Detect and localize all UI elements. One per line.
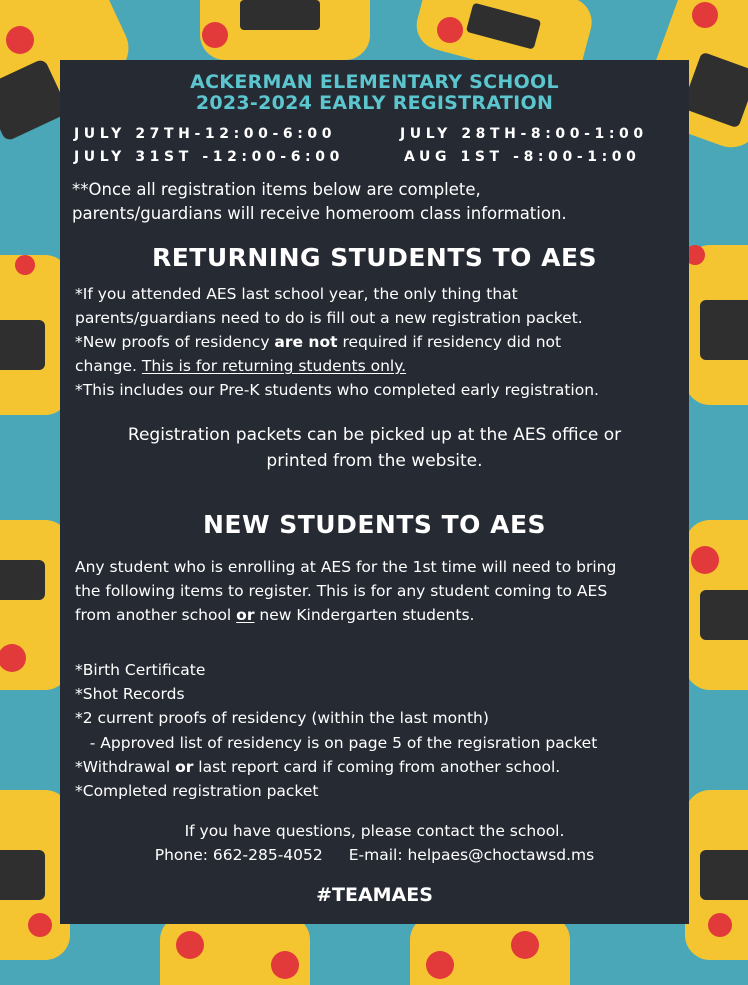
- bus-icon: [200, 0, 370, 60]
- item-withdrawal-end: last report card if coming from another school.: [193, 758, 561, 776]
- contact-details: [60, 843, 689, 868]
- returning-line-1: *If you attended AES last school year, the only thing that: [75, 285, 518, 303]
- returning-heading: RETURNING STUDENTS TO AES: [151, 243, 598, 272]
- registration-title: 2023-2024 EARLY REGISTRATION: [195, 92, 554, 114]
- bus-icon: [160, 915, 310, 985]
- hashtag: #TEAMAES: [316, 884, 433, 906]
- emphasis-are-not: are not: [274, 333, 338, 351]
- contact-line: If you have questions, please contact the school.: [184, 822, 565, 840]
- new-line-1: Any student who is enrolling at AES for the 1st time will need to bring: [75, 558, 617, 576]
- new-line-3-start: from another school: [75, 606, 237, 624]
- item-proofs-of-residency: *2 current proofs of residency (within the last month): [75, 709, 489, 727]
- emphasis-or: or: [236, 606, 255, 624]
- item-birth-certificate: *Birth Certificate: [75, 661, 206, 679]
- returning-line-3-end: required if residency did not: [337, 333, 562, 351]
- returning-line-5: *This includes our Pre-K students who completed early registration.: [75, 381, 599, 399]
- bus-icon: [685, 790, 748, 960]
- returning-line-3-start: *New proofs of residency: [75, 333, 275, 351]
- emphasis-or-2: or: [175, 758, 194, 776]
- new-line-3: [75, 603, 474, 628]
- item-withdrawal-start: *Withdrawal: [75, 758, 176, 776]
- bus-icon: [410, 915, 570, 985]
- item-withdrawal: [75, 755, 560, 780]
- date-july-28: JULY 28TH-8:00-1:00: [400, 126, 648, 142]
- item-registration-packet: *Completed registration packet: [75, 782, 319, 800]
- bus-icon: [685, 520, 748, 690]
- date-july-31: JULY 31ST -12:00-6:00: [74, 149, 344, 165]
- school-name: ACKERMAN ELEMENTARY SCHOOL: [190, 71, 559, 93]
- returning-line-3: [75, 330, 561, 355]
- date-july-27: JULY 27TH-12:00-6:00: [74, 126, 337, 142]
- returning-line-2: parents/guardians need to do is fill out a new registration packet.: [75, 309, 583, 327]
- item-residency-list-note: - Approved list of residency is on page 5 of the regisration packet: [75, 734, 598, 752]
- returning-only-note: This is for returning students only.: [141, 357, 407, 375]
- date-aug-1: AUG 1ST -8:00-1:00: [404, 149, 641, 165]
- email-address: E-mail: helpaes@choctawsd.ms: [348, 846, 595, 864]
- returning-line-4: [75, 354, 406, 379]
- new-line-2: the following items to register. This is for any student coming to AES: [75, 582, 608, 600]
- item-shot-records: *Shot Records: [75, 685, 185, 703]
- notice-line-2: parents/guardians will receive homeroom class information.: [72, 204, 567, 223]
- packets-line-2: printed from the website.: [266, 451, 483, 471]
- notice-line-1: **Once all registration items below are complete,: [72, 180, 481, 199]
- phone-number: Phone: 662-285-4052: [154, 846, 323, 864]
- returning-line-4-start: change.: [75, 357, 142, 375]
- new-students-heading: NEW STUDENTS TO AES: [202, 510, 547, 539]
- packets-line-1: Registration packets can be picked up at the AES office or: [127, 425, 622, 445]
- new-line-3-end: new Kindergarten students.: [254, 606, 475, 624]
- flyer-panel: [60, 60, 689, 924]
- bus-icon: [685, 245, 748, 405]
